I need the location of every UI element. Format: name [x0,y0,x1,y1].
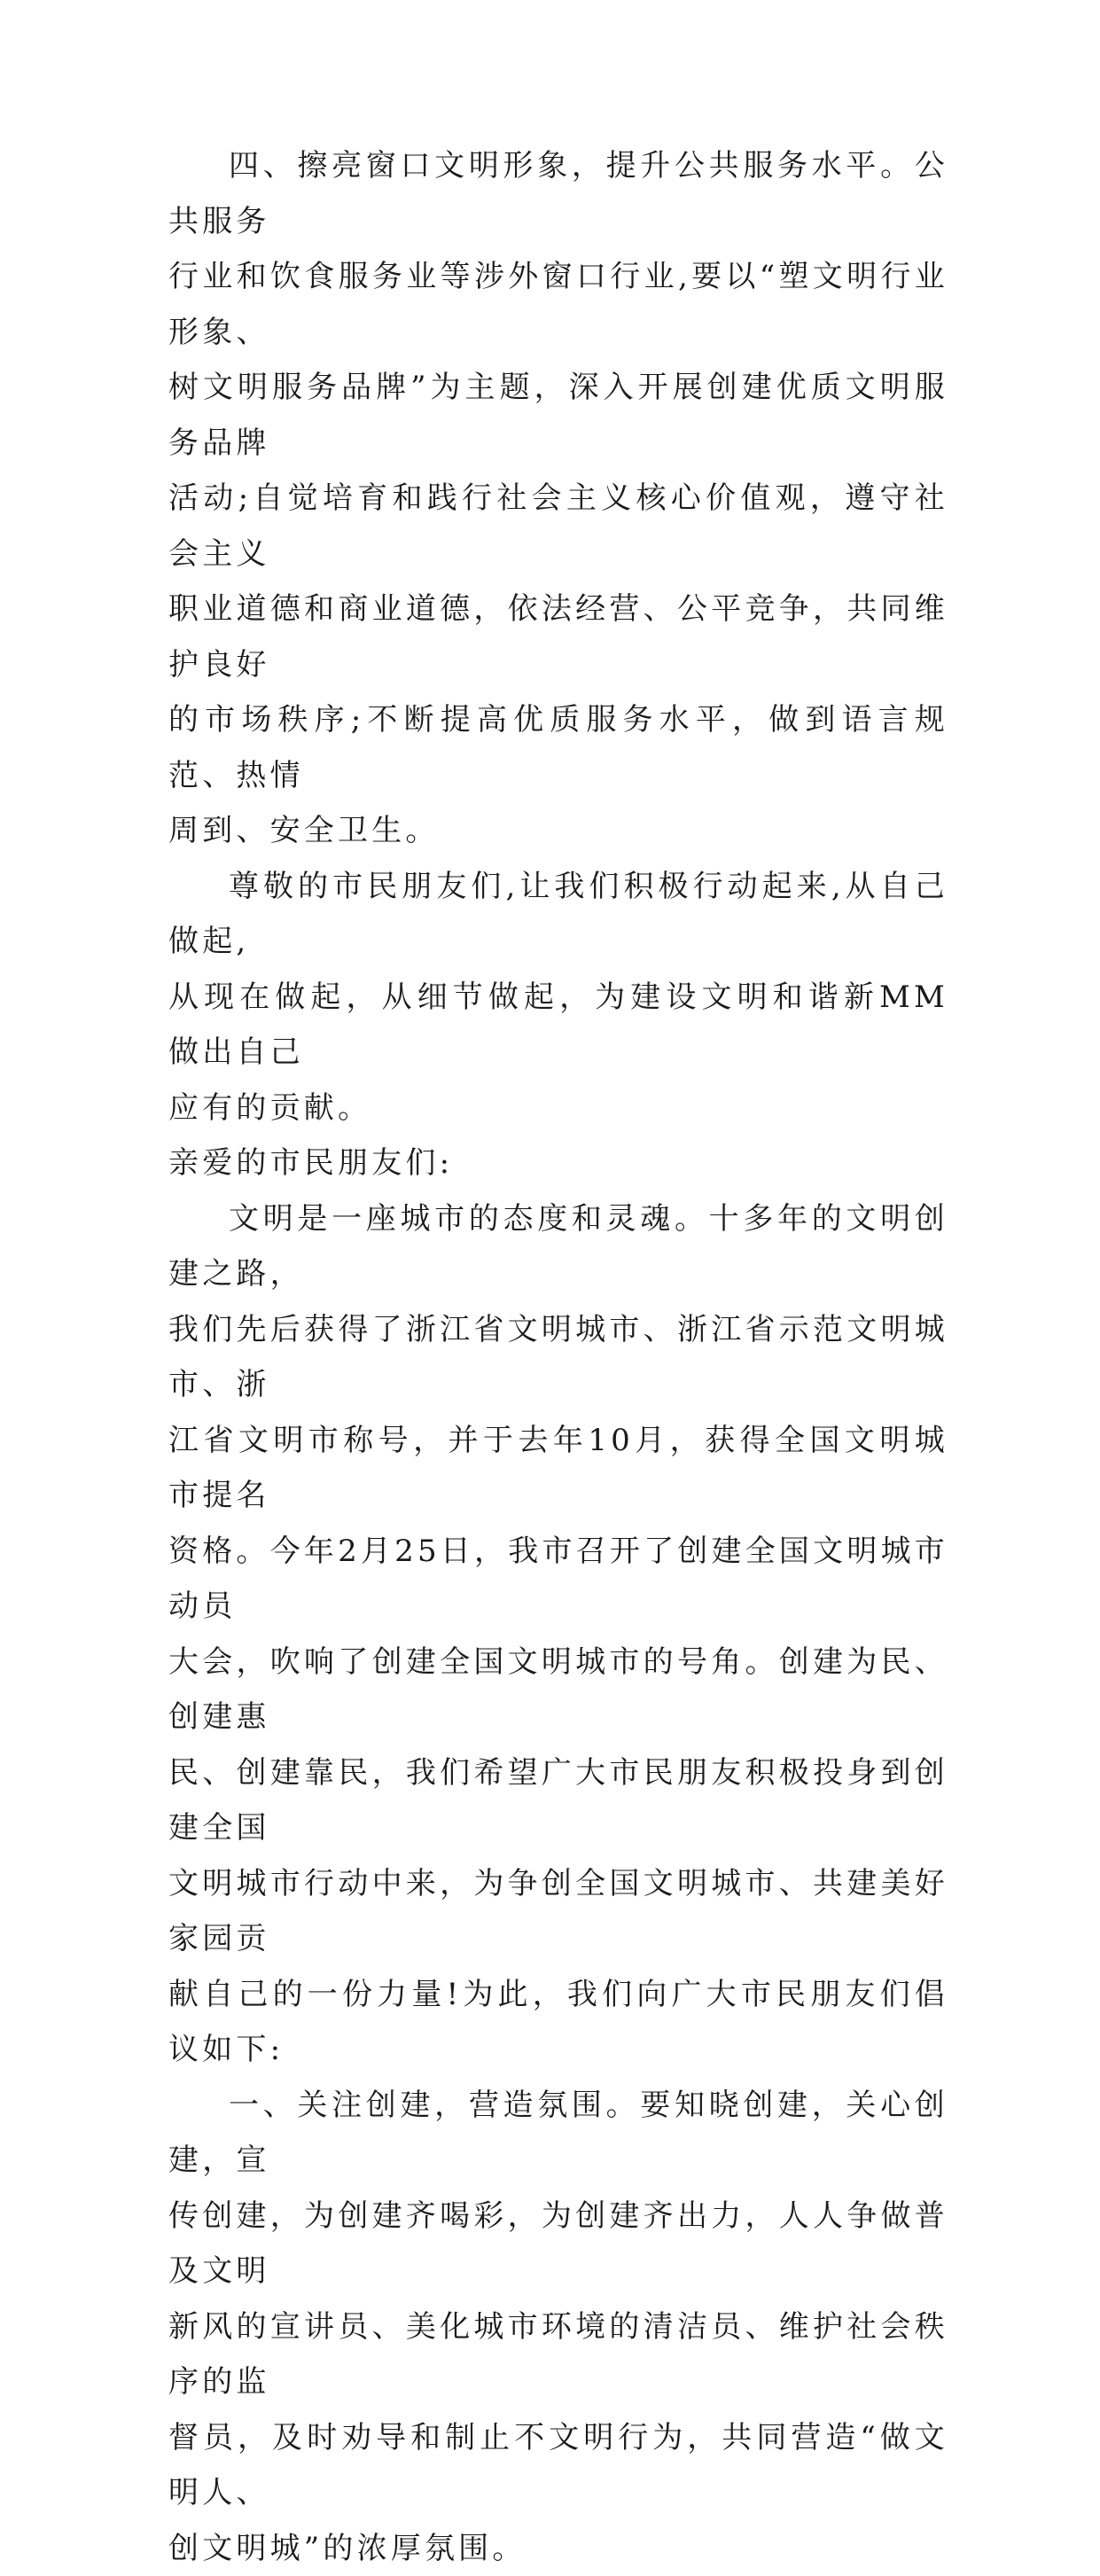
salutation: 亲爱的市民朋友们: [168,1136,948,1191]
paragraph-public-service: 四、擦亮窗口文明形象，提升公共服务水平。公共服务 行业和饮食服务业等涉外窗口行业,要以“塑文明行业形象、 树文明服务品牌”为主题，深入开展创建优质文明服务品牌 活动;自觉培育和践行社会主义核心价值观，遵守社会主义 职业道德和商业道德，依法经营、公平竞争，共同维护良好 的市场秩序;不断提高优质服务水平，做到语言规范、热情 周到、安全卫生。 [168,138,948,859]
paragraph-call-to-action: 尊敬的市民朋友们,让我们积极行动起来,从自己做起, 从现在做起，从细节做起，为建设文明和谐新MM做出自己 应有的贡献。 [168,859,948,1136]
paragraph-civilization-intro: 文明是一座城市的态度和灵魂。十多年的文明创建之路， 我们先后获得了浙江省文明城市、浙江省示范文明城市、浙 江省文明市称号，并于去年10月，获得全国文明城市提名 资格。今年2月25日，我市召开了创建全国文明城市动员 大会，吹响了创建全国文明城市的号角。创建为民、创建惠 民、创建靠民，我们希望广大市民朋友积极投身到创建全国 文明城市行动中来，为争创全国文明城市、共建美好家园贡 献自己的一份力量!为此，我们向广大市民朋友们倡议如下: [168,1191,948,2078]
document-body [168,138,948,2576]
paragraph-focus-creation: 一、关注创建，营造氛围。要知晓创建，关心创建，宣 传创建，为创建齐喝彩，为创建齐出力，人人争做普及文明 新风的宣讲员、美化城市环境的清洁员、维护社会秩序的监 督员，及时劝导和制止不文明行为，共同营造“做文明人、 创文明城”的浓厚氛围。 [168,2078,948,2576]
